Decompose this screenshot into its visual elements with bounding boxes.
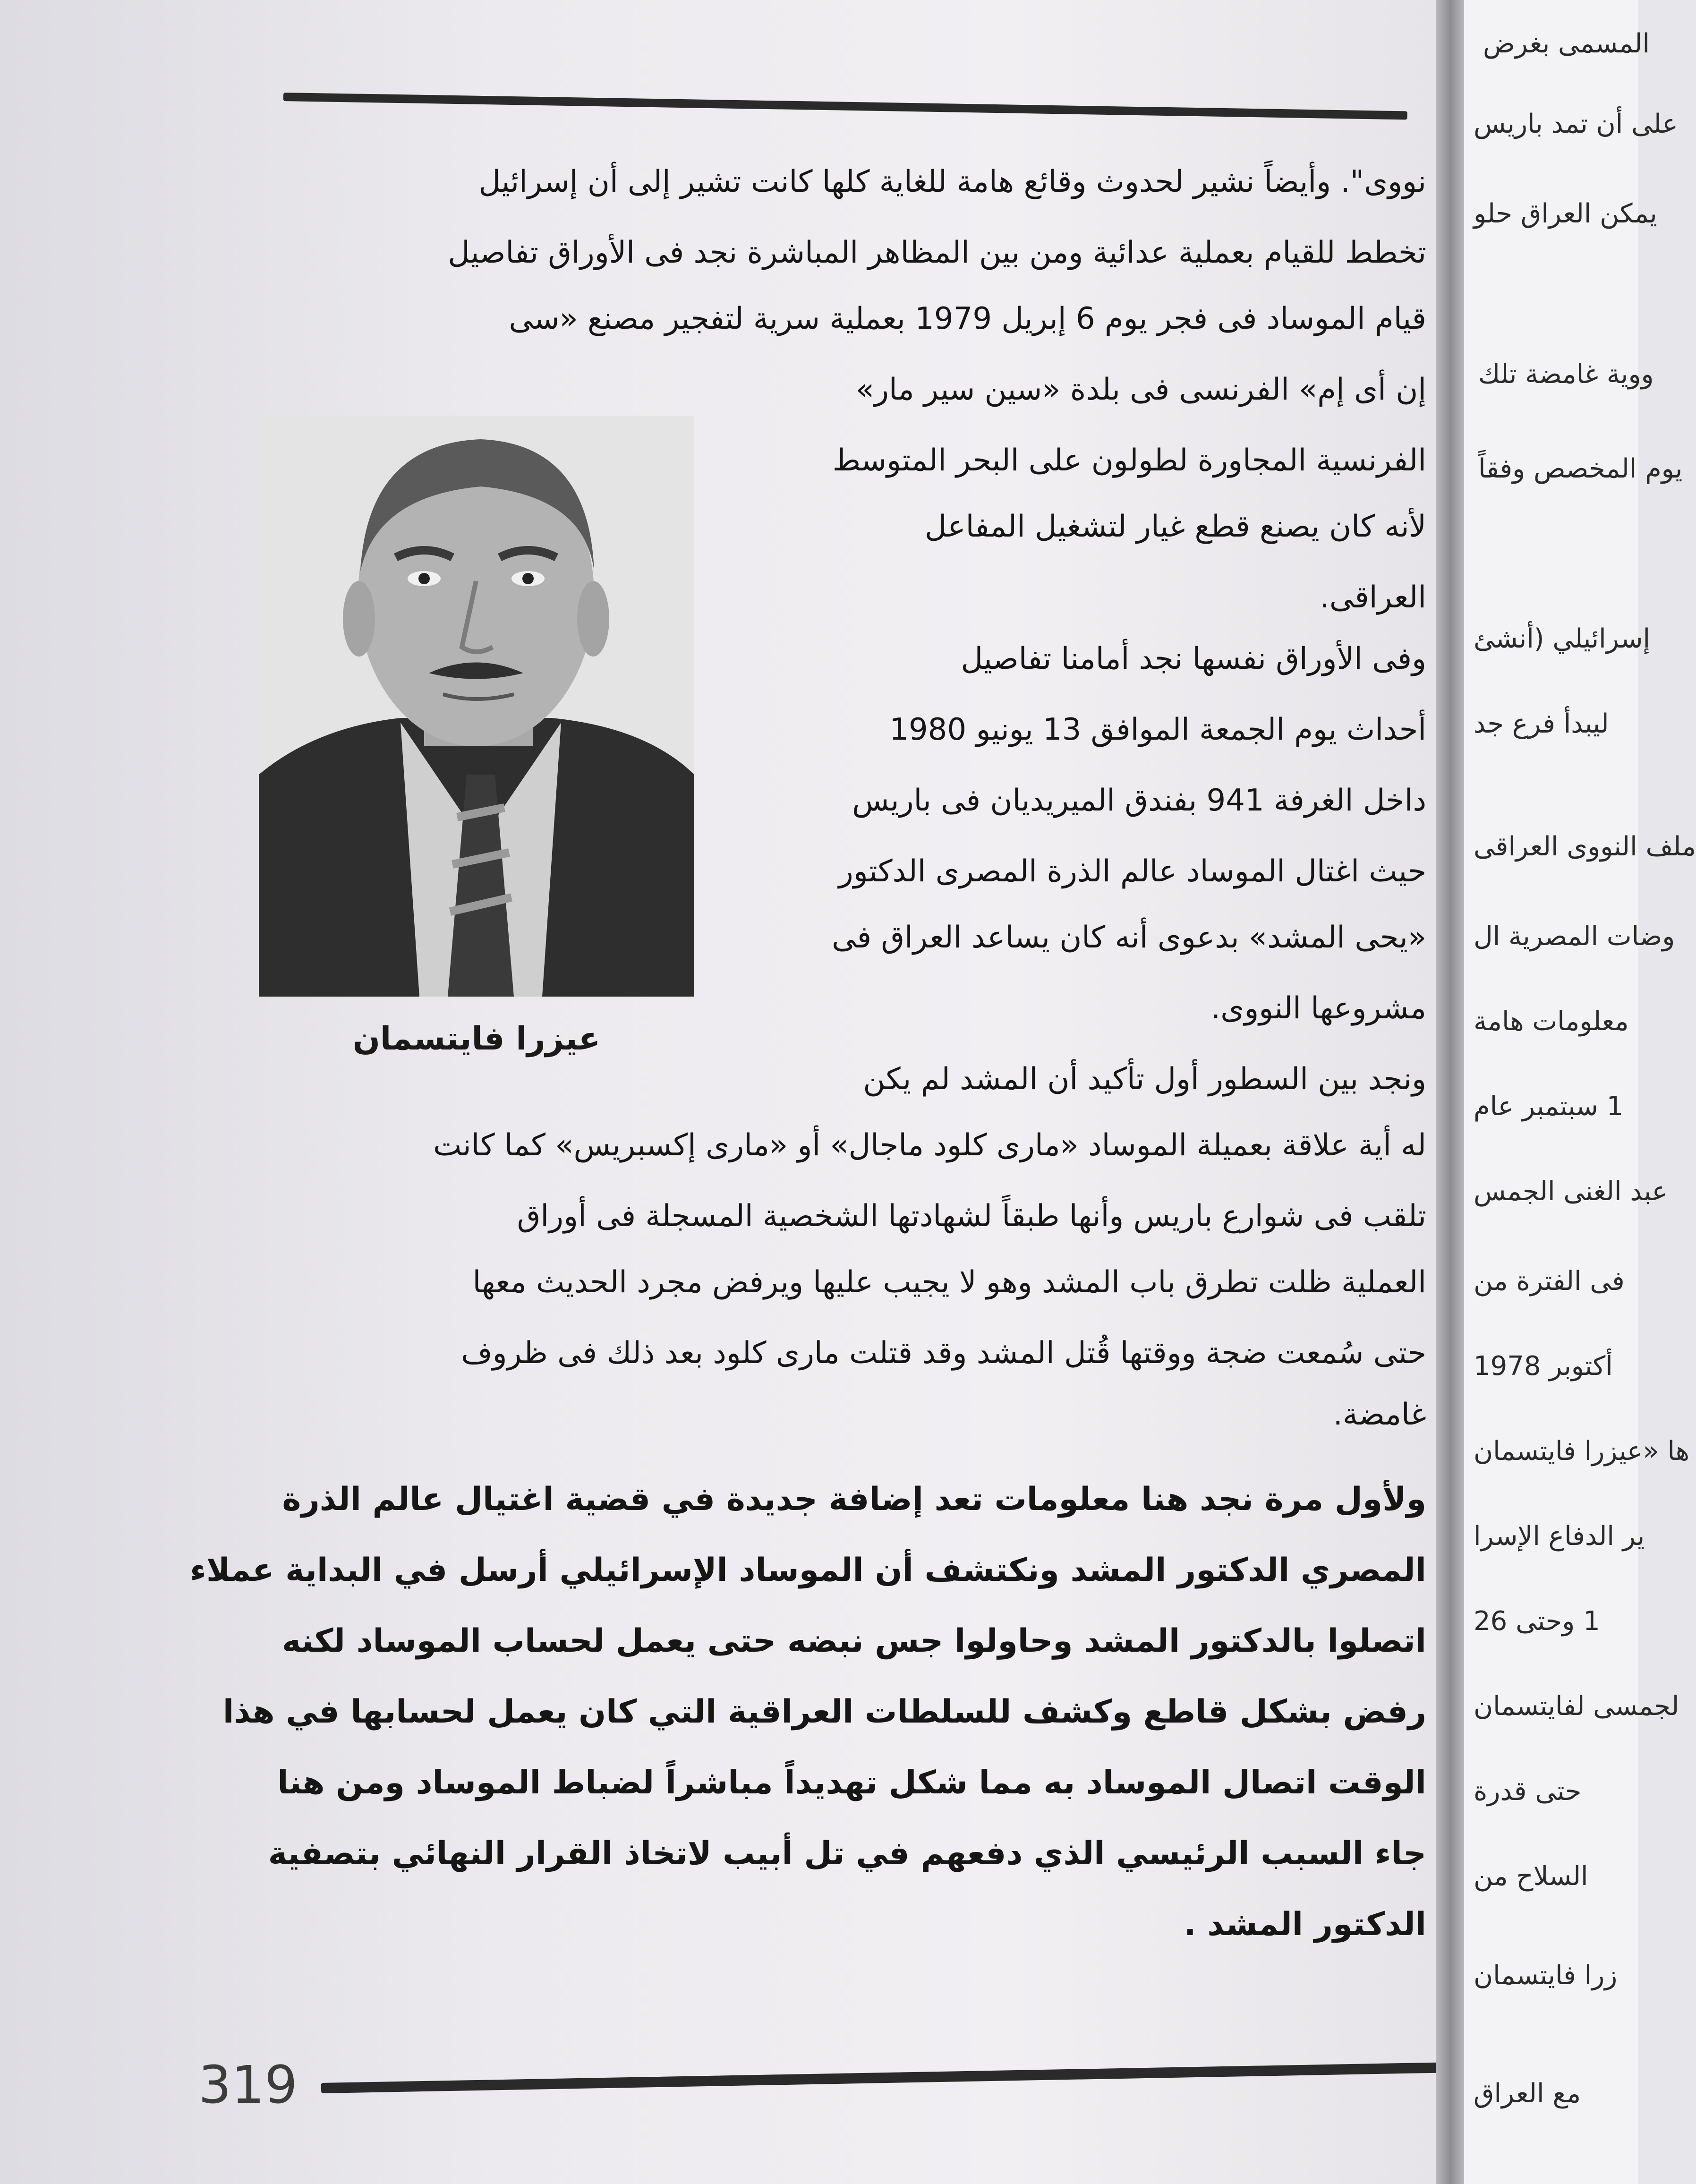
text-line: «يحى المشد» بدعوى أنه كان يساعد العراق فى (832, 920, 1426, 955)
side-text-line: المسمى بغرض (1483, 28, 1650, 59)
text-line: الدكتور المشد . (1184, 1906, 1426, 1943)
side-text-line: 1 سبتمبر عام (1474, 1091, 1624, 1122)
side-text-line: عبد الغنى الجمس (1474, 1176, 1668, 1207)
side-text-line: زرا فايتسمان (1474, 1960, 1618, 1991)
text-line: غامضة. (1333, 1397, 1426, 1432)
portrait-photo (259, 416, 694, 997)
side-text-line: 1 وحتى 26 (1474, 1606, 1600, 1637)
side-text-line: حتى قدرة (1474, 1776, 1582, 1807)
text-line: لأنه كان يصنع قطع غيار لتشغيل المفاعل (924, 509, 1426, 544)
text-line: المصري الدكتور المشد ونكتشف أن الموساد الإسرائيلي أرسل في البداية عملاء (190, 1552, 1426, 1589)
text-line: تلقب فى شوارع باريس وأنها طبقاً لشهادتها الشخصية المسجلة فى أوراق (517, 1199, 1426, 1234)
text-line: إن أى إم» الفرنسى فى بلدة «سين سير مار» (855, 372, 1426, 407)
side-text-line: ملف النووى العراقى (1474, 831, 1696, 862)
text-line: مشروعها النووى. (1210, 991, 1426, 1026)
text-line: قيام الموساد فى فجر يوم 6 إبريل 1979 بعملية سرية لتفجير مصنع «سى (509, 301, 1426, 336)
text-line: العملية ظلت تطرق باب المشد وهو لا يجيب عليها ويرفض مجرد الحديث معها (472, 1265, 1426, 1300)
text-line: تخطط للقيام بعملية عدائية ومن بين المظاهر المباشرة نجد فى الأوراق تفاصيل (448, 235, 1426, 270)
text-line: الفرنسية المجاورة لطولون على البحر المتوسط (832, 443, 1426, 478)
text-line: العراقى. (1320, 580, 1426, 615)
page-number: 319 (198, 2055, 298, 2115)
side-text-line: يمكن العراق حلو (1474, 198, 1657, 229)
text-line: له أية علاقة بعميلة الموساد «مارى كلود ماجال» أو «مارى إكسبريس» كما كانت (433, 1128, 1426, 1163)
text-line: جاء السبب الرئيسي الذي دفعهم في تل أبيب لاتخاذ القرار النهائي بتصفية (268, 1835, 1426, 1872)
side-text-line: يوم المخصص وفقاً (1478, 453, 1683, 484)
bottom-rule (321, 2062, 1492, 2093)
text-line: ولأول مرة نجد هنا معلومات تعد إضافة جديدة في قضية اغتيال عالم الذرة (282, 1481, 1426, 1518)
text-line: اتصلوا بالدكتور المشد وحاولوا جس نبضه حتى يعمل لحساب الموساد لكنه (281, 1622, 1426, 1660)
top-rule (283, 93, 1407, 119)
side-text-line: أكتوبر 1978 (1474, 1351, 1613, 1382)
text-line: نووى". وأيضاً نشير لحدوث وقائع هامة للغاية كلها كانت تشير إلى أن إسرائيل (478, 164, 1426, 199)
adjacent-page (1464, 0, 1696, 2184)
side-text-line: مع العراق (1474, 2078, 1581, 2109)
side-text-line: ليبدأ فرع جد (1474, 708, 1609, 739)
text-line: وفى الأوراق نفسها نجد أمامنا تفاصيل (961, 641, 1426, 676)
side-text-line: لجمسى لفايتسمان (1474, 1691, 1679, 1722)
side-text-line: فى الفترة من (1474, 1266, 1625, 1297)
side-text-line: على أن تمد باريس (1474, 109, 1678, 139)
text-line: داخل الغرفة 941 بفندق الميريديان فى باريس (852, 783, 1426, 818)
side-text-line: ير الدفاع الإسرا (1474, 1521, 1645, 1552)
side-text-line: وضات المصرية ال (1474, 921, 1675, 952)
text-line: رفض بشكل قاطع وكشف للسلطات العراقية التي كان يعمل لحسابها في هذا (222, 1693, 1426, 1731)
text-line: حتى سُمعت ضجة ووقتها قُتل المشد وقد قتلت مارى كلود بعد ذلك فى ظروف (461, 1336, 1426, 1371)
text-line: ونجد بين السطور أول تأكيد أن المشد لم يكن (863, 1062, 1426, 1097)
portrait-illustration (259, 416, 694, 997)
text-line: حيث اغتال الموساد عالم الذرة المصرى الدكتور (838, 854, 1426, 889)
photo-caption: عيزرا فايتسمان (352, 1020, 601, 1058)
text-line: أحداث يوم الجمعة الموافق 13 يونيو 1980 (889, 712, 1426, 747)
side-text-line: السلاح من (1474, 1861, 1588, 1892)
side-text-line: إسرائيلي (أنشئ (1474, 623, 1651, 654)
side-text-line: معلومات هامة (1474, 1006, 1629, 1037)
side-text-line: ووية غامضة تلك (1478, 359, 1654, 390)
text-line: الوقت اتصال الموساد به مما شكل تهديداً مباشراً لضباط الموساد ومن هنا (277, 1764, 1426, 1801)
side-text-line: ها «عيزرا فايتسمان (1474, 1436, 1690, 1467)
